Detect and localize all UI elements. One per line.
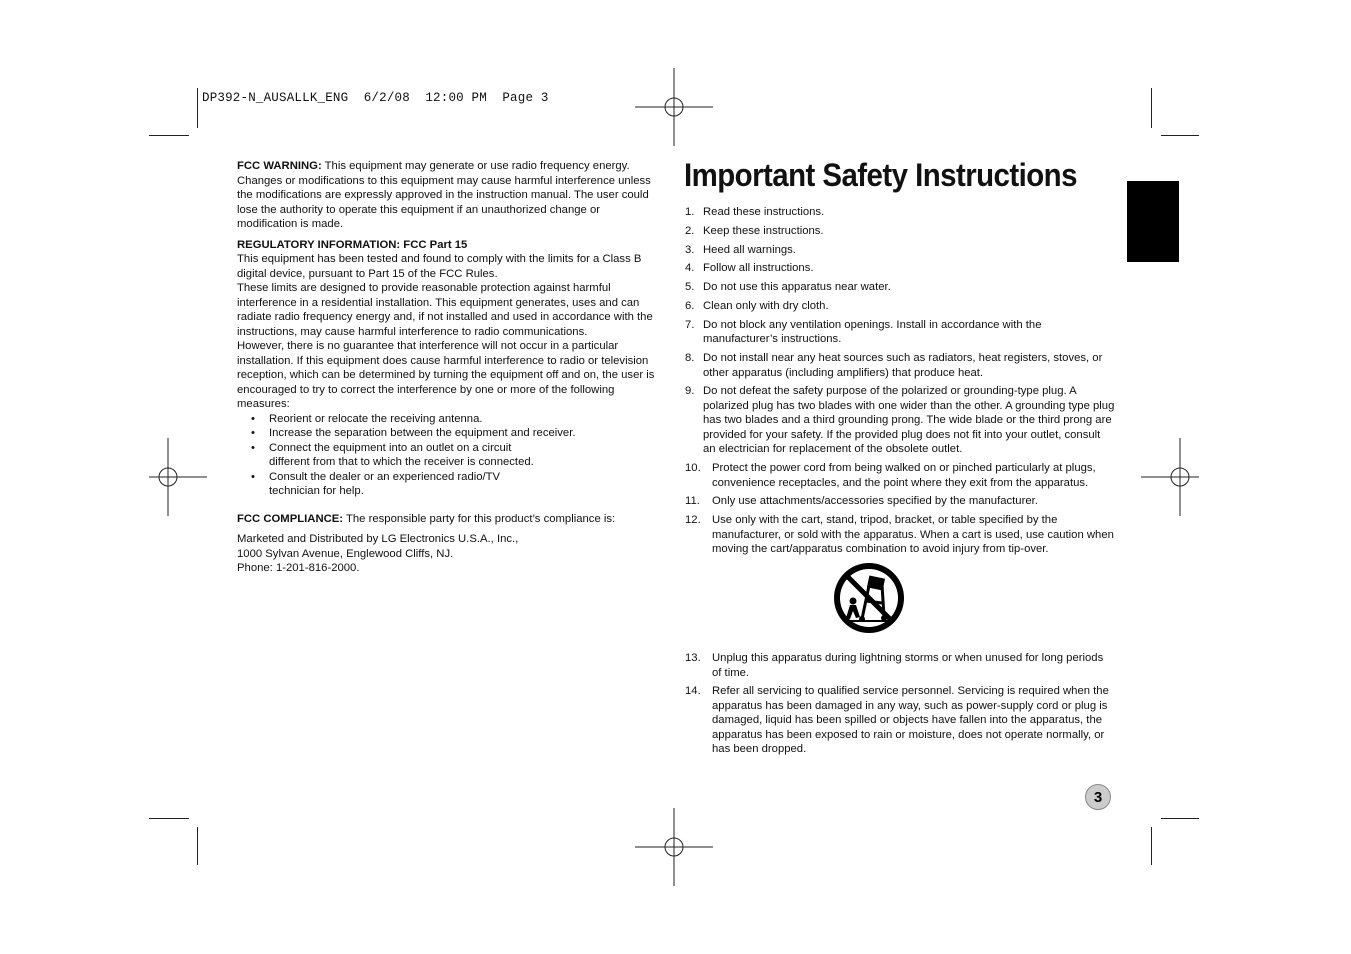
regulatory-paragraph: However, there is no guarantee that interference will not occur in a particular installation. If this equipment does cause harmful interference to radio or television reception, which can be determined by turning the equipment off and on, the user is encouraged to try to correct the interference by one or more of the following measures:: [237, 340, 655, 410]
fcc-warning: [237, 159, 657, 232]
list-item: [685, 224, 1115, 239]
page-title: Important Safety Instructions: [684, 157, 1077, 193]
item-number: 14.: [685, 685, 701, 698]
fcc-warning-label: FCC WARNING:: [237, 160, 322, 172]
item-number: 1.: [685, 206, 695, 218]
list-item: [685, 243, 1115, 258]
list-item: • Connect the equipment into an outlet on a circuit different from that to which the receiver is connected.: [269, 441, 539, 470]
address-line: Phone: 1-201-816-2000.: [237, 562, 360, 574]
safety-list: [685, 205, 1115, 557]
item-number: 9.: [685, 385, 695, 398]
item-text: Refer all servicing to qualified service personnel. Servicing is required when the apparatus has been damaged in any way, such as power-supply cord or plug is damaged, liquid has been spilled or objects have fallen into the apparatus, the apparatus has been exposed to rain or moisture, does not operate normally, or has been dropped.: [712, 685, 1109, 756]
list-item: [685, 384, 1115, 457]
registration-mark-top: [635, 68, 713, 146]
list-item: [685, 684, 1115, 757]
item-number: 3.: [685, 243, 695, 256]
item-text: Read these instructions.: [703, 206, 825, 218]
item-number: 11.: [685, 495, 700, 508]
item-text: Only use attachments/accessories specified by the manufacturer.: [712, 495, 1038, 508]
page-number: 3: [1085, 784, 1111, 810]
crop-mark: [1151, 88, 1152, 128]
address-line: Marketed and Distributed by LG Electronics U.S.A., Inc.,: [237, 533, 519, 545]
item-number: 2.: [685, 224, 695, 237]
regulatory-paragraph: These limits are designed to provide reasonable protection against harmful interference in a residential installation. This equipment generates, uses and can radiate radio frequency energy and, if not installed and used in accordance with the instructions, may cause harmful interference to radio communications.: [237, 282, 653, 338]
item-text: Keep these instructions.: [703, 224, 824, 237]
list-item: [685, 461, 1115, 490]
item-number: 7.: [685, 318, 695, 331]
item-number: 5.: [685, 281, 695, 294]
item-text: Do not block any ventilation openings. Install in accordance with the manufacturer’s instructions.: [703, 318, 1042, 346]
safety-list-continued: [685, 651, 1115, 757]
crop-mark: [197, 88, 198, 128]
crop-mark: [1161, 818, 1199, 819]
item-number: 10.: [685, 462, 701, 475]
item-text: Unplug this apparatus during lightning storms or when unused for long periods of time.: [712, 652, 1104, 679]
registration-mark-right: [1141, 438, 1219, 516]
item-text: Protect the power cord from being walked on or pinched particularly at plugs, convenience receptacles, and the point where they exit from the apparatus.: [712, 462, 1096, 489]
fcc-compliance: [237, 512, 657, 527]
regulatory-paragraph: This equipment has been tested and found to comply with the limits for a Class B digital device, pursuant to Part 15 of the FCC Rules.: [237, 253, 642, 280]
item-number: 8.: [685, 352, 695, 365]
registration-mark-bottom: [635, 808, 713, 886]
crop-mark: [149, 135, 189, 136]
crop-mark: [197, 827, 198, 865]
list-item: [685, 280, 1115, 295]
item-text: Do not install near any heat sources such as radiators, heat registers, stoves, or other apparatus (including amplifiers) that produce heat.: [703, 352, 1103, 379]
list-item: • Reorient or relocate the receiving antenna.: [269, 412, 657, 427]
section-tab: [1127, 181, 1179, 262]
list-item: • Increase the separation between the equipment and receiver.: [269, 426, 657, 441]
list-item: [685, 513, 1115, 557]
measures-list: [237, 412, 657, 499]
cart-tipover-icon: [832, 561, 906, 635]
address-line: 1000 Sylvan Avenue, Englewood Cliffs, NJ.: [237, 547, 454, 560]
list-item: • Consult the dealer or an experienced radio/TV technician for help.: [269, 470, 529, 499]
address-block: [237, 532, 657, 576]
list-item: [685, 299, 1115, 314]
list-item: [685, 351, 1115, 380]
right-column: [685, 155, 1115, 761]
registration-mark-left: [129, 438, 207, 516]
regulatory-heading: REGULATORY INFORMATION: FCC Part 15: [237, 238, 468, 251]
item-text: Heed all warnings.: [703, 243, 796, 256]
print-slug: DP392-N_AUSALLK_ENG 6/2/08 12:00 PM Page 3: [202, 91, 549, 105]
crop-mark: [149, 818, 189, 819]
cart-warning-figure: [685, 561, 1115, 635]
item-number: 13.: [685, 652, 701, 665]
list-item: [685, 261, 1115, 276]
list-item: [685, 318, 1115, 347]
item-text: Do not use this apparatus near water.: [703, 281, 891, 294]
list-item: [685, 494, 1115, 509]
item-text: Follow all instructions.: [703, 262, 814, 275]
list-item: [685, 205, 1115, 220]
item-text: Clean only with dry cloth.: [703, 299, 829, 312]
item-number: 12.: [685, 514, 701, 527]
crop-mark: [1151, 827, 1152, 865]
left-column: [237, 159, 657, 576]
list-item: [685, 651, 1115, 680]
item-text: Do not defeat the safety purpose of the polarized or grounding-type plug. A polarized plug has two blades with one wider than the other. A grounding type plug has two blades and a third grounding prong. The wide blade or the third prong are provided for your safety. If the provided plug does not fit into your outlet, consult an electrician for replacement of the obsolete outlet.: [703, 385, 1115, 456]
item-number: 4.: [685, 262, 695, 275]
fcc-compliance-text: The responsible party for this product’s compliance is:: [343, 512, 616, 525]
item-number: 6.: [685, 299, 695, 312]
item-text: Use only with the cart, stand, tripod, bracket, or table specified by the manufacturer, or sold with the apparatus. When a cart is used, use caution when moving the cart/apparatus combination to avoid injury from tip-over.: [712, 514, 1114, 556]
fcc-warning-text: This equipment may generate or use radio frequency energy. Changes or modifications to this equipment may cause harmful interference unless the modifications are expressly approved in the instruction manual. The user could lose the authority to operate this equipment if an unauthorized change or modification is made.: [237, 160, 651, 230]
fcc-compliance-label: FCC COMPLIANCE:: [237, 512, 344, 525]
crop-mark: [1161, 135, 1199, 136]
